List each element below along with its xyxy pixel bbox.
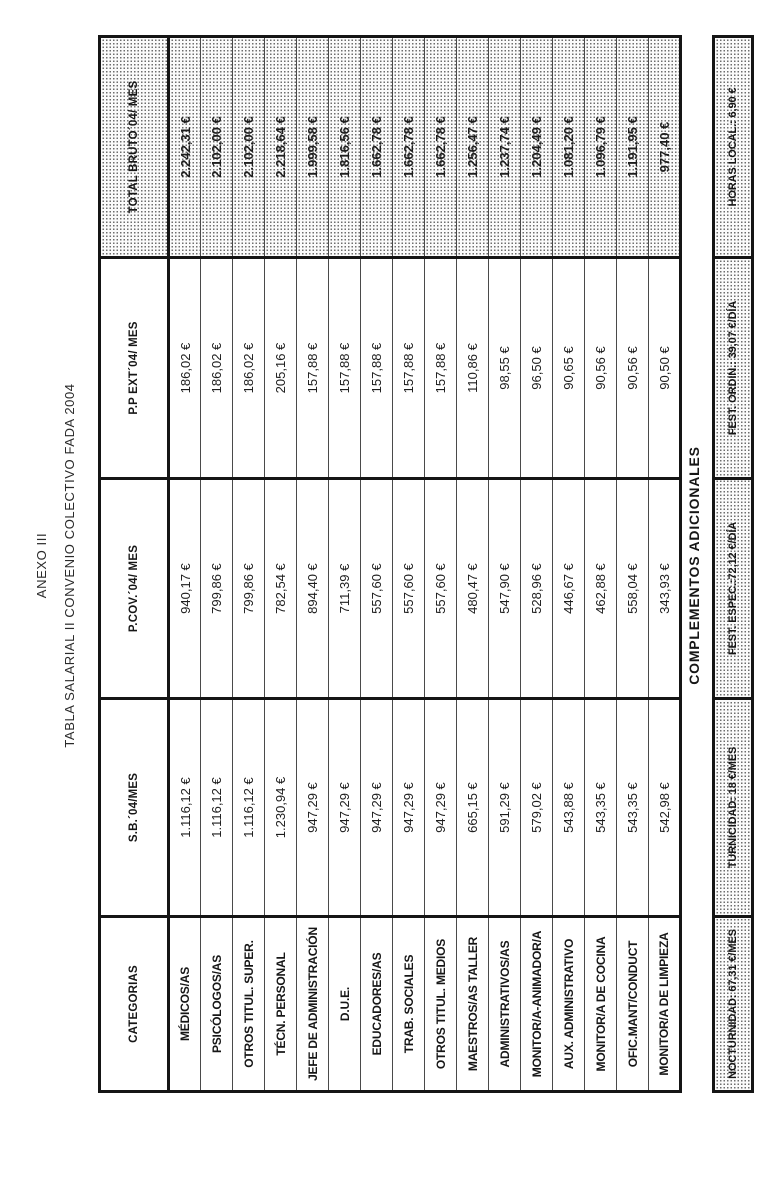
pcov-value-cell: 557,60 € <box>361 479 393 699</box>
ppext-value-cell: 90,56 € <box>585 258 617 479</box>
category-cell: OTROS TITUL. MEDIOS <box>425 917 457 1092</box>
category-cell: MÉDICOS/AS <box>169 917 201 1092</box>
ppext-value-cell: 157,88 € <box>329 258 361 479</box>
total-bruto-value-cell: 1.662,78 € <box>393 37 425 258</box>
salary-row <box>553 37 585 1092</box>
total-bruto-value-cell: 1.816,56 € <box>329 37 361 258</box>
complements-row <box>714 37 753 1092</box>
salary-row <box>201 37 233 1092</box>
header-sb: S.B.´04/MES <box>100 699 169 917</box>
total-bruto-value-cell: 1.191,95 € <box>617 37 649 258</box>
category-cell: MONITOR/A-ANIMADOR/A <box>521 917 553 1092</box>
sb-value-cell: 542,98 € <box>649 699 681 917</box>
complements-table <box>712 35 754 1093</box>
complement-nocturnidad: NOCTURNIDAD: 67,31 €/MES <box>714 917 753 1092</box>
category-cell: MONITOR/A DE COCINA <box>585 917 617 1092</box>
pcov-value-cell: 799,86 € <box>201 479 233 699</box>
pcov-value-cell: 940,17 € <box>169 479 201 699</box>
ppext-value-cell: 157,88 € <box>297 258 329 479</box>
total-bruto-value-cell: 1.999,58 € <box>297 37 329 258</box>
category-cell: EDUCADORES/AS <box>361 917 393 1092</box>
total-bruto-value-cell: 1.662,78 € <box>361 37 393 258</box>
ppext-value-cell: 157,88 € <box>361 258 393 479</box>
sb-value-cell: 947,29 € <box>393 699 425 917</box>
pcov-value-cell: 462,88 € <box>585 479 617 699</box>
sb-value-cell: 947,29 € <box>329 699 361 917</box>
complement-fest-ordin: FEST. ORDIN.: 39,07 €/DÍA <box>714 258 753 479</box>
ppext-value-cell: 90,50 € <box>649 258 681 479</box>
pcov-value-cell: 558,04 € <box>617 479 649 699</box>
category-cell: ADMINISTRATIVOS/AS <box>489 917 521 1092</box>
salary-table <box>98 35 682 1093</box>
total-bruto-value-cell: 1.237,74 € <box>489 37 521 258</box>
salary-row <box>649 37 681 1092</box>
sb-value-cell: 591,29 € <box>489 699 521 917</box>
category-cell: MAESTROS/AS TALLER <box>457 917 489 1092</box>
salary-row <box>297 37 329 1092</box>
sb-value-cell: 1.116,12 € <box>233 699 265 917</box>
salary-row <box>617 37 649 1092</box>
sb-value-cell: 543,35 € <box>585 699 617 917</box>
ppext-value-cell: 90,56 € <box>617 258 649 479</box>
total-bruto-value-cell: 2.218,64 € <box>265 37 297 258</box>
salary-row <box>265 37 297 1092</box>
salary-row <box>361 37 393 1092</box>
category-cell: PSICÓLOGOS/AS <box>201 917 233 1092</box>
pcov-value-cell: 711,39 € <box>329 479 361 699</box>
pcov-value-cell: 343,93 € <box>649 479 681 699</box>
ppext-value-cell: 110,86 € <box>457 258 489 479</box>
sb-value-cell: 1.116,12 € <box>201 699 233 917</box>
header-ppext: P.P EXT´04/ MES <box>100 258 169 479</box>
category-cell: OTROS TITUL. SUPER. <box>233 917 265 1092</box>
pcov-value-cell: 446,67 € <box>553 479 585 699</box>
total-bruto-value-cell: 1.081,20 € <box>553 37 585 258</box>
total-bruto-value-cell: 2.102,00 € <box>201 37 233 258</box>
salary-row <box>393 37 425 1092</box>
category-cell: OFIC.MANT/CONDUCT <box>617 917 649 1092</box>
pcov-value-cell: 782,54 € <box>265 479 297 699</box>
category-cell: AUX. ADMINISTRATIVO <box>553 917 585 1092</box>
total-bruto-value-cell: 977,40 € <box>649 37 681 258</box>
pcov-value-cell: 547,90 € <box>489 479 521 699</box>
complement-fest-espec: FEST. ESPEC.:72,12 €/DÍA <box>714 479 753 699</box>
annex-title: ANEXO III <box>34 532 49 599</box>
total-bruto-value-cell: 1.204,49 € <box>521 37 553 258</box>
ppext-value-cell: 90,65 € <box>553 258 585 479</box>
total-bruto-value-cell: 1.662,78 € <box>425 37 457 258</box>
header-pcov: P.COV.´04/ MES <box>100 479 169 699</box>
total-bruto-value-cell: 2.102,00 € <box>233 37 265 258</box>
total-bruto-value-cell: 2.242,31 € <box>169 37 201 258</box>
ppext-value-cell: 157,88 € <box>425 258 457 479</box>
pcov-value-cell: 894,40 € <box>297 479 329 699</box>
complements-title: COMPLEMENTOS ADICIONALES <box>686 446 702 685</box>
sb-value-cell: 947,29 € <box>425 699 457 917</box>
pcov-value-cell: 799,86 € <box>233 479 265 699</box>
salary-row <box>489 37 521 1092</box>
sb-value-cell: 1.116,12 € <box>169 699 201 917</box>
category-cell: MONITOR/A DE LIMPIEZA <box>649 917 681 1092</box>
document-title: TABLA SALARIAL II CONVENIO COLECTIVO FADA 2004 <box>62 383 77 748</box>
sb-value-cell: 543,35 € <box>617 699 649 917</box>
category-cell: D.U.E. <box>329 917 361 1092</box>
pcov-value-cell: 557,60 € <box>393 479 425 699</box>
sb-value-cell: 1.230,94 € <box>265 699 297 917</box>
pcov-value-cell: 480,47 € <box>457 479 489 699</box>
salary-row <box>425 37 457 1092</box>
header-row <box>100 37 169 1092</box>
ppext-value-cell: 96,50 € <box>521 258 553 479</box>
salary-row <box>521 37 553 1092</box>
salary-row <box>169 37 201 1092</box>
pcov-value-cell: 557,60 € <box>425 479 457 699</box>
salary-row <box>329 37 361 1092</box>
sb-value-cell: 665,15 € <box>457 699 489 917</box>
salary-row <box>457 37 489 1092</box>
ppext-value-cell: 157,88 € <box>393 258 425 479</box>
ppext-value-cell: 98,55 € <box>489 258 521 479</box>
sb-value-cell: 579,02 € <box>521 699 553 917</box>
complement-turnicidad: TURNICIDAD: 18 €/MES <box>714 699 753 917</box>
complement-horas-local: HORAS LOCAL.: 6,90 € <box>714 37 753 258</box>
sb-value-cell: 543,88 € <box>553 699 585 917</box>
header-categorias: CATEGORIAS <box>100 917 169 1092</box>
category-cell: JEFE DE ADMINISTRACIÓN <box>297 917 329 1092</box>
salary-row <box>233 37 265 1092</box>
ppext-value-cell: 186,02 € <box>201 258 233 479</box>
salary-row <box>585 37 617 1092</box>
ppext-value-cell: 205,16 € <box>265 258 297 479</box>
total-bruto-value-cell: 1.096,79 € <box>585 37 617 258</box>
ppext-value-cell: 186,02 € <box>169 258 201 479</box>
pcov-value-cell: 528,96 € <box>521 479 553 699</box>
sb-value-cell: 947,29 € <box>361 699 393 917</box>
total-bruto-value-cell: 1.256,47 € <box>457 37 489 258</box>
category-cell: TRAB. SOCIALES <box>393 917 425 1092</box>
ppext-value-cell: 186,02 € <box>233 258 265 479</box>
category-cell: TÉCN. PERSONAL <box>265 917 297 1092</box>
sb-value-cell: 947,29 € <box>297 699 329 917</box>
header-total-bruto: TOTAL BRUTO´04/ MES <box>100 37 169 258</box>
